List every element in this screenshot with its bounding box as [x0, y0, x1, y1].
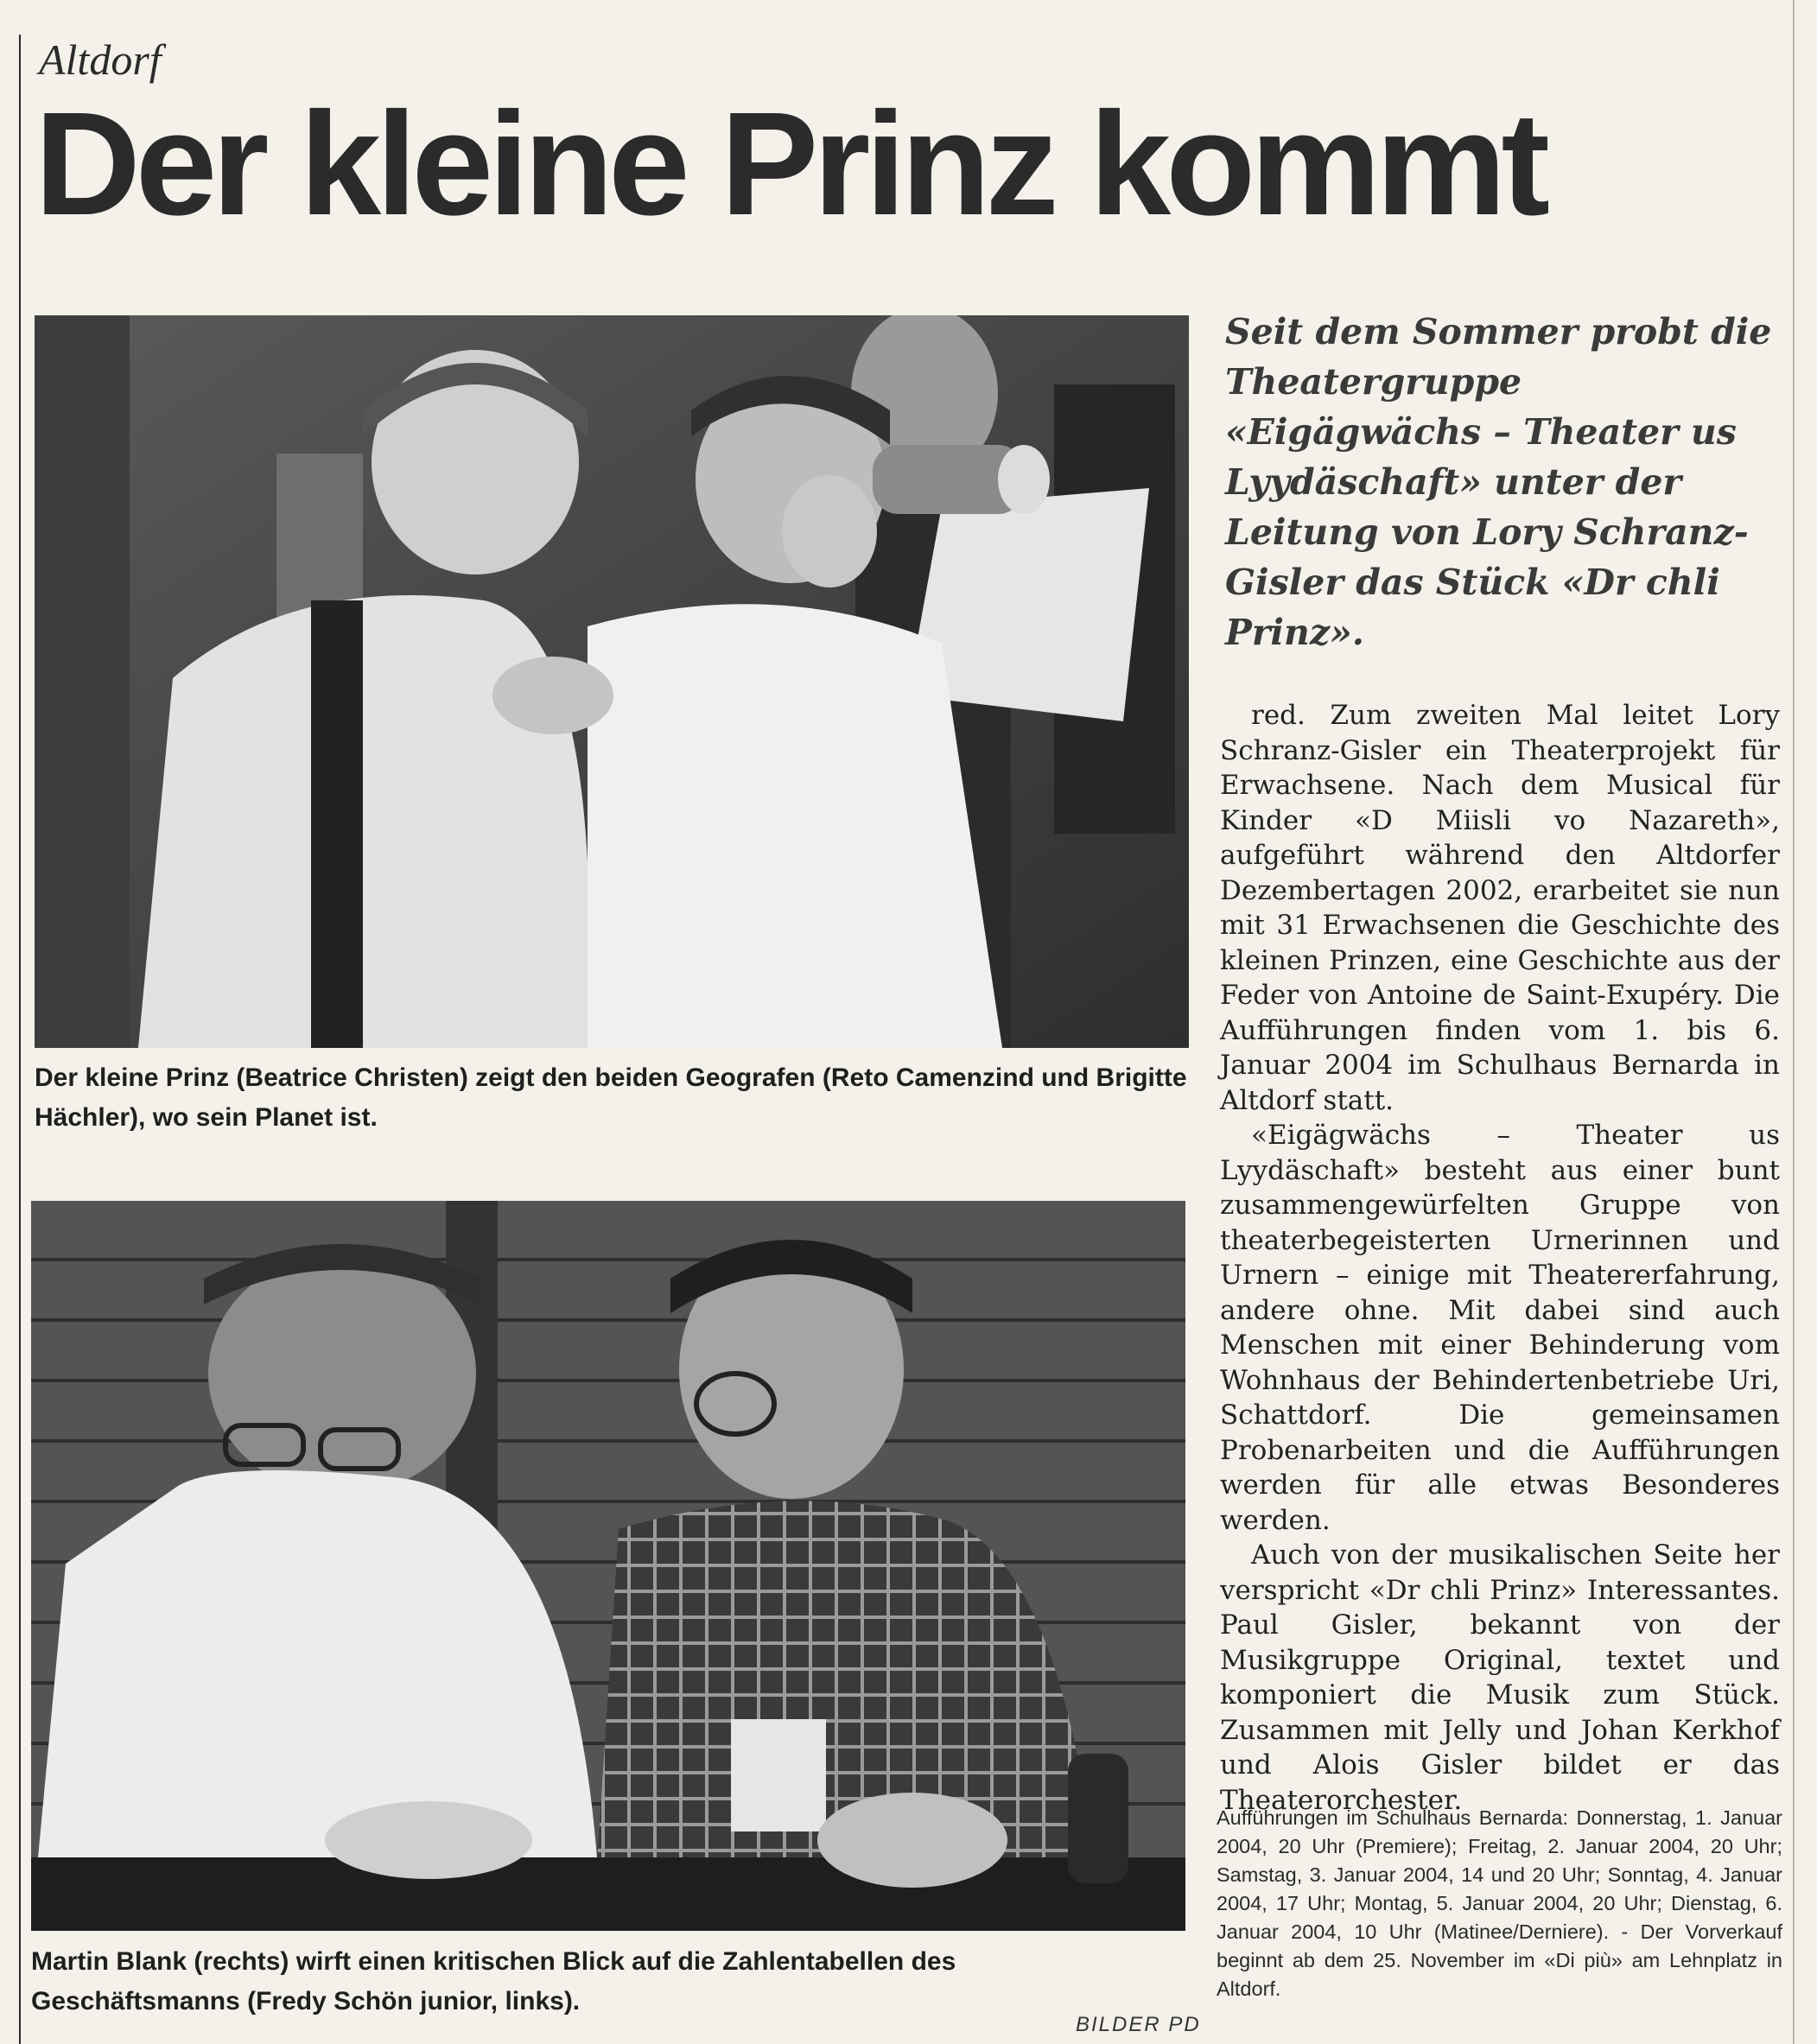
article-headline: Der kleine Prinz kommt [35, 82, 1546, 246]
photo-businessman-scene [31, 1201, 1185, 1931]
body-paragraph-2: «Eigägwächs – Theater us Lyydäschaft» besteht aus einer bunt zusammengewürfelten Gruppe von theaterbegeisterten Urnerinnen und Urnern – einige mit Theatererfahrung, andere ohne. Mit dabei sind auch Menschen mit einer Behinderung vom Wohnhaus der Behindertenbetriebe Uri, Schattdorf. Die gemeinsamen Probenarbeiten und die Aufführungen werden für alle etwas Besonderes werden. [1220, 1120, 1780, 1536]
page-edge-right [1793, 0, 1795, 2044]
photo-rehearsal-geographers [35, 315, 1189, 1048]
column-rule-left [19, 35, 21, 2044]
photo-credit: BILDER PD [1076, 2013, 1201, 2036]
article-body [1220, 698, 1780, 1818]
article-lead: Seit dem Sommer probt die Theatergruppe «Eigägwächs – Theater us Lyydäschaft» unter der Leitung von Lory Schranz-Gisler das Stück «Dr chli Prinz». [1225, 311, 1772, 653]
photo2-caption: Martin Blank (rechts) wirft einen kritischen Blick auf die Zahlentabellen des Geschäftsmanns (Fredy Schön junior, links). [31, 1947, 956, 2015]
article-kicker: Altdorf [39, 35, 162, 84]
photo1-caption: Der kleine Prinz (Beatrice Christen) zeigt den beiden Geografen (Reto Camenzind und Brigitte Hächler), wo sein Planet ist. [35, 1063, 1187, 1132]
body-paragraph-3: Auch von der musikalischen Seite her verspricht «Dr chli Prinz» Interessantes. Paul Gisler, bekannt von der Musikgruppe Original, textet und komponiert die Musik zum Stück. Zusammen mit Jelly und Johan Kerkhof und Alois Gisler bildet er das Theaterorchester. [1220, 1539, 1780, 1816]
body-paragraph-1: red. Zum zweiten Mal leitet Lory Schranz-Gisler ein Theaterprojekt für Erwachsene. Nach dem Musical für Kinder «D Miisli vo Nazareth», aufgeführt während den Altdorfer Dezembertagen 2002, erarbeitet sie nun mit 31 Erwachsenen die Geschichte des kleinen Prinzen, eine Geschichte aus der Feder von Antoine de Saint-Exupéry. Die Aufführungen finden vom 1. bis 6. Januar 2004 im Schulhaus Bernarda in Altdorf statt. [1220, 700, 1780, 1116]
performance-info: Aufführungen im Schulhaus Bernarda: Donnerstag, 1. Januar 2004, 20 Uhr (Premiere); Freitag, 2. Januar 2004, 20 Uhr; Samstag, 3. Januar 2004, 14 und 20 Uhr; Sonntag, 4. Januar 2004, 17 Uhr; Montag, 5. Januar 2004, 20 Uhr; Dienstag, 6. Januar 2004, 10 Uhr (Matinee/Derniere). - Der Vorverkauf beginnt ab dem 25. November im «Di più» am Lehnplatz in Altdorf. [1217, 1806, 1782, 2000]
